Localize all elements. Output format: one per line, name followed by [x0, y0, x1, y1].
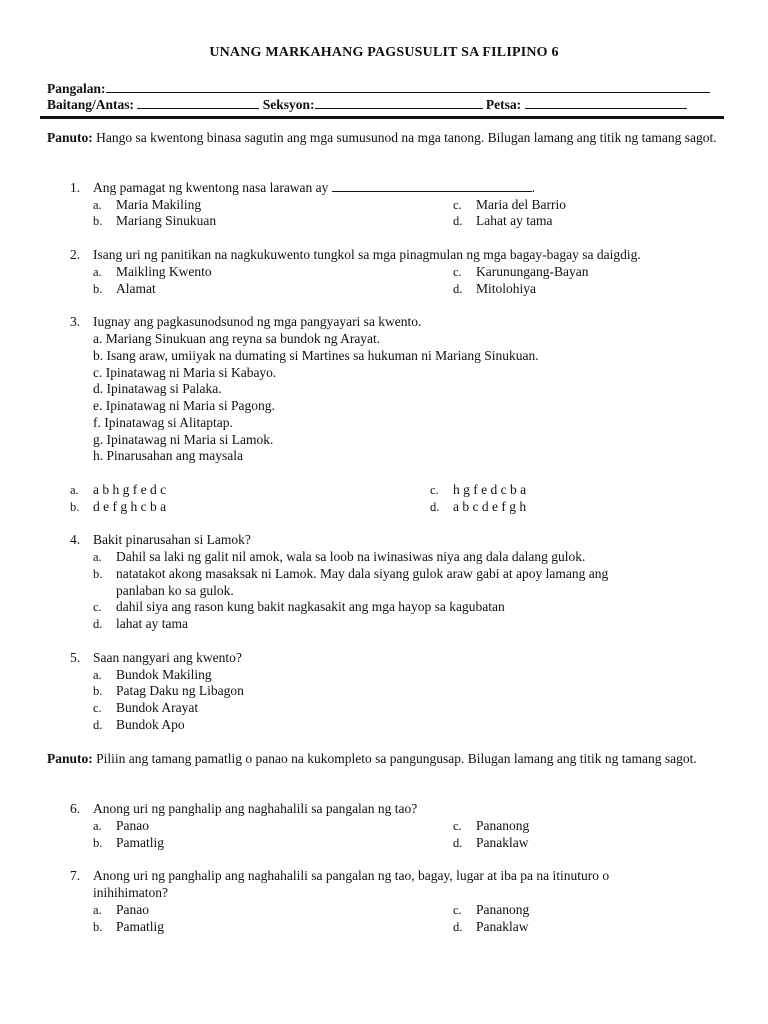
option-letter: d. [453, 920, 463, 934]
date-field[interactable] [525, 96, 687, 109]
question-text: Anong uri ng panghalip ang naghahalili sa pangalan ng tao, bagay, lugar at iba pa na itinuturo o [93, 868, 610, 883]
question-number: 2. [70, 247, 81, 262]
option-letter: c. [453, 903, 462, 917]
q3-option-d[interactable] [430, 498, 526, 516]
instruction-2 [47, 750, 727, 767]
option-letter: b. [93, 567, 103, 581]
question-text: Isang uri ng panitikan na nagkukuwento tungkol sa mga pinagmulan ng mga bagay-bagay sa daigdig. [93, 247, 641, 262]
name-field[interactable] [106, 80, 710, 93]
q3-event: d. Ipinatawag si Palaka. [93, 381, 222, 396]
option-text: natatakot akong masaksak ni Lamok. May dala siyang gulok araw gabi at apoy lamang ang [116, 566, 609, 581]
option-text: Mariang Sinukuan [116, 213, 217, 228]
option-letter: b. [93, 920, 103, 934]
question-5 [70, 649, 242, 666]
q2-option-a[interactable] [93, 263, 212, 281]
option-text: Patag Daku ng Libagon [116, 683, 244, 698]
question-number: 3. [70, 314, 81, 329]
q6-option-c[interactable] [453, 817, 529, 835]
option-letter: a. [93, 550, 102, 564]
q3-event: a. Mariang Sinukuan ang reyna sa bundok ng Arayat. [93, 331, 381, 346]
option-text: Lahat ay tama [476, 213, 553, 228]
q7-option-d[interactable] [453, 918, 528, 936]
option-letter: a. [93, 198, 102, 212]
instruction-1 [47, 129, 727, 146]
option-letter: c. [453, 198, 462, 212]
q4-option-c[interactable] [93, 598, 505, 616]
question-text: Anong uri ng panghalip ang naghahalili sa pangalan ng tao? [93, 801, 418, 816]
q3-option-c[interactable] [430, 481, 526, 499]
option-text: Pananong [476, 902, 530, 917]
question-4 [70, 531, 251, 548]
question-number: 4. [70, 532, 81, 547]
option-text: Karunungang-Bayan [476, 264, 589, 279]
option-text: Panaklaw [476, 919, 529, 934]
q1-option-d[interactable] [453, 212, 552, 230]
option-letter: c. [453, 265, 462, 279]
option-letter: b. [93, 836, 103, 850]
option-letter: c. [93, 701, 102, 715]
option-letter: d. [453, 214, 463, 228]
grade-field[interactable] [137, 96, 259, 109]
name-row [47, 80, 710, 97]
option-text: Bundok Makiling [116, 667, 212, 682]
date-label: Petsa: [485, 97, 522, 112]
question-6 [70, 800, 417, 817]
question-text: Iugnay ang pagkasunodsunod ng mga pangyayari sa kwento. [93, 314, 422, 329]
q3-event: b. Isang araw, umiiyak na dumating si Martines sa hukuman ni Mariang Sinukuan. [93, 348, 539, 363]
option-letter: d. [453, 836, 463, 850]
option-text: Pananong [476, 818, 530, 833]
option-letter: c. [93, 600, 102, 614]
instruction-label: Panuto: [47, 751, 93, 766]
q7-option-c[interactable] [453, 901, 529, 919]
question-2 [70, 246, 641, 263]
question-end: . [531, 180, 536, 195]
details-row [47, 96, 687, 113]
question-number: 5. [70, 650, 81, 665]
option-letter: b. [93, 214, 103, 228]
option-text: Dahil sa laki ng galit nil amok, wala sa loob na iwinasiwas niya ang dala dalang gulok. [116, 549, 586, 564]
question-number: 7. [70, 868, 81, 883]
q3-event: h. Pinarusahan ang maysala [93, 448, 243, 463]
option-text: panlaban ko sa gulok. [116, 583, 234, 598]
option-letter: d. [453, 282, 463, 296]
q4-option-b[interactable] [93, 565, 608, 583]
question-7-cont: inihihimaton? [93, 885, 168, 900]
question-text: Saan nangyari ang kwento? [93, 650, 242, 665]
q2-option-d[interactable] [453, 280, 536, 298]
option-letter: d. [93, 718, 103, 732]
q5-option-c[interactable] [93, 699, 198, 717]
question-1 [70, 179, 535, 196]
option-text: Bundok Arayat [116, 700, 199, 715]
option-text: lahat ay tama [116, 616, 188, 631]
question-number: 1. [70, 180, 81, 195]
q2-option-c[interactable] [453, 263, 588, 281]
q5-option-b[interactable] [93, 682, 244, 700]
question-text: Bakit pinarusahan si Lamok? [93, 532, 251, 547]
option-text: Panao [116, 818, 149, 833]
option-text: Pamatlig [116, 919, 164, 934]
option-text: Maria del Barrio [476, 197, 566, 212]
option-text: Maikling Kwento [116, 264, 212, 279]
q6-option-b[interactable] [93, 834, 164, 852]
option-text: dahil siya ang rason kung bakit nagkasakit ang mga hayop sa kagubatan [116, 599, 505, 614]
instruction-text: Piliin ang tamang pamatlig o panao na kukompleto sa pangungusap. Bilugan lamang ang titik ng tamang sagot. [96, 751, 697, 766]
q6-option-d[interactable] [453, 834, 528, 852]
option-letter: c. [453, 819, 462, 833]
q3-event: g. Ipinatawag ni Maria si Lamok. [93, 432, 274, 447]
question-7 [70, 867, 609, 884]
option-letter: a. [93, 668, 102, 682]
answer-blank [332, 179, 532, 192]
option-text: Alamat [116, 281, 156, 296]
option-text: Panao [116, 902, 149, 917]
option-text: d e f g h c b a [93, 499, 167, 514]
section-field[interactable] [315, 96, 483, 109]
instruction-label: Panuto: [47, 130, 93, 145]
option-letter: a. [93, 819, 102, 833]
q6-option-a[interactable] [93, 817, 149, 835]
option-text: a b c d e f g h [453, 499, 527, 514]
exam-title: UNANG MARKAHANG PAGSUSULIT SA FILIPINO 6 [209, 45, 559, 60]
q3-option-b[interactable] [70, 498, 166, 516]
option-text: a b h g f e d c [93, 482, 167, 497]
option-letter: b. [70, 500, 80, 514]
option-text: Maria Makiling [116, 197, 202, 212]
option-text: Pamatlig [116, 835, 164, 850]
q7-option-b[interactable] [93, 918, 164, 936]
q7-option-a[interactable] [93, 901, 149, 919]
q3-event: c. Ipinatawag ni Maria si Kabayo. [93, 365, 277, 380]
question-3 [70, 313, 421, 330]
section-label: Seksyon: [262, 97, 315, 112]
question-number: 6. [70, 801, 81, 816]
option-letter: d. [93, 617, 103, 631]
q3-event: e. Ipinatawag ni Maria si Pagong. [93, 398, 275, 413]
q4-option-a[interactable] [93, 548, 585, 566]
option-letter: b. [93, 684, 103, 698]
option-letter: a. [93, 265, 102, 279]
q4-option-b-cont [93, 582, 234, 599]
option-letter: a. [93, 903, 102, 917]
option-letter: c. [430, 483, 439, 497]
q3-event: f. Ipinatawag si Alitaptap. [93, 415, 233, 430]
q2-option-b[interactable] [93, 280, 156, 298]
q4-option-d[interactable] [93, 615, 188, 633]
grade-label: Baitang/Antas: [47, 97, 135, 112]
option-text: h g f e d c b a [453, 482, 527, 497]
option-text: Bundok Apo [116, 717, 185, 732]
option-letter: a. [70, 483, 79, 497]
name-label: Pangalan: [47, 81, 106, 96]
option-letter: b. [93, 282, 103, 296]
q3-option-a[interactable] [70, 481, 166, 499]
header-divider [40, 116, 724, 119]
option-text: Mitolohiya [476, 281, 536, 296]
instruction-text: Hango sa kwentong binasa sagutin ang mga sumusunod na mga tanong. Bilugan lamang ang titik ng tamang sagot. [96, 130, 717, 145]
question-text: Ang pamagat ng kwentong nasa larawan ay [93, 180, 329, 195]
q1-option-b[interactable] [93, 212, 216, 230]
option-text: Panaklaw [476, 835, 529, 850]
option-letter: d. [430, 500, 440, 514]
q5-option-d[interactable] [93, 716, 185, 734]
